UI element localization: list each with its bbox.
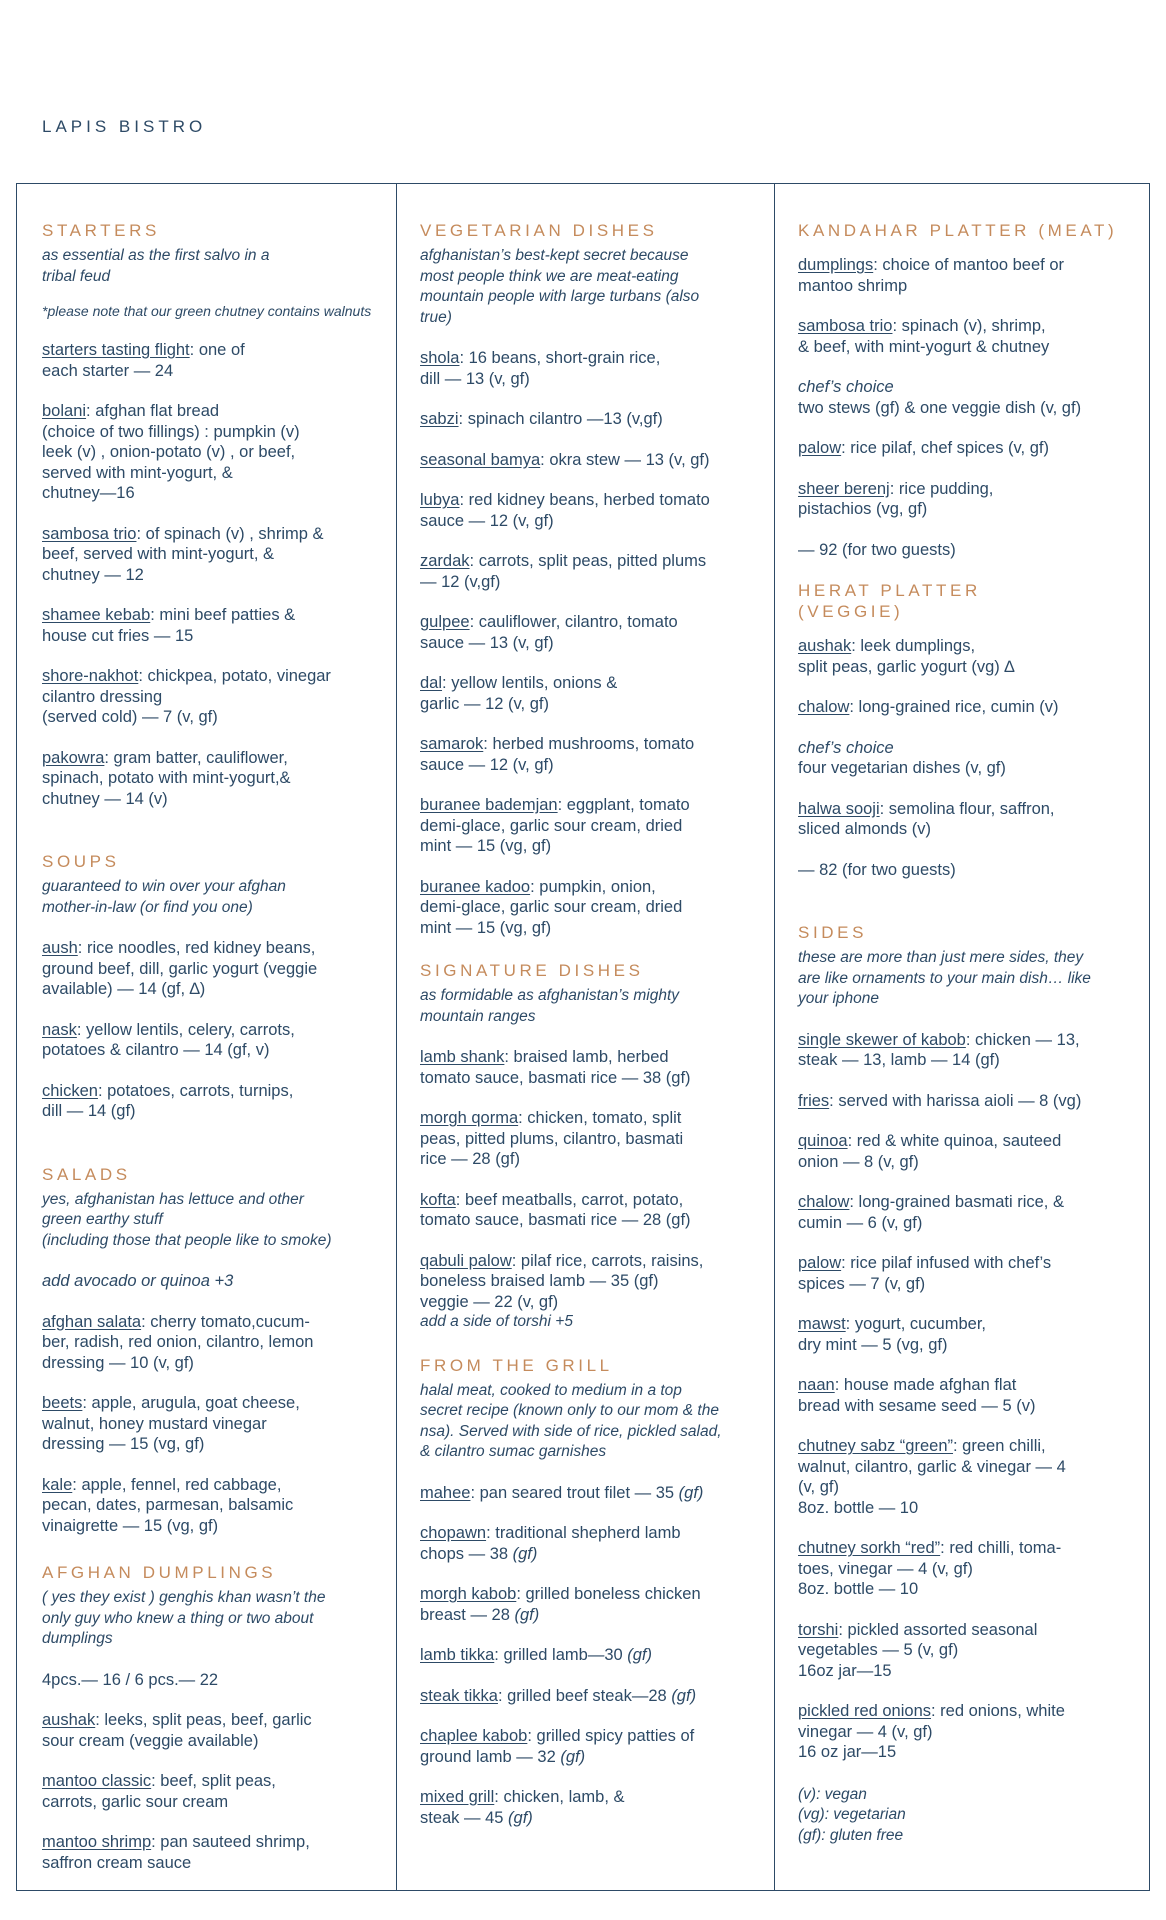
menu-item-description: : rice pudding, pistachios (vg, gf): [798, 479, 994, 518]
torshi-addon: add a side of torshi +5: [420, 1313, 573, 1330]
menu-item-name: naan: [798, 1376, 835, 1394]
menu-item-description: : yellow lentils, onions & garlic — 12 (v, gf): [420, 674, 618, 713]
vegetarian-list: [420, 348, 755, 938]
menu-item-description: : carrots, split peas, pitted plums — 12 (v,gf): [420, 552, 707, 591]
menu-item-name: shore-nakhot: [42, 667, 139, 685]
menu-item: [42, 605, 377, 646]
menu-item-description: : rice noodles, red kidney beans, ground beef, dill, garlic yogurt (veggie available) — 14 (gf, ∆): [42, 939, 318, 998]
menu-item-description: : red onions, white vinegar — 4 (v, gf) 16 oz jar—15: [798, 1702, 1065, 1761]
menu-item: [42, 1020, 377, 1061]
menu-item: [42, 1475, 377, 1537]
menu-item-description: : long-grained rice, cumin (v): [849, 698, 1059, 716]
menu-item: [42, 938, 377, 1000]
menu-item-description: : gram batter, cauliflower, spinach, potato with mint-yogurt,& chutney — 14 (v): [42, 748, 291, 808]
menu-item-description: : choice of mantoo beef or mantoo shrimp: [798, 256, 1064, 295]
column-divider: [396, 184, 397, 1890]
menu-item-name: kofta: [420, 1190, 456, 1209]
menu-item-name: sambosa trio: [798, 317, 893, 335]
menu-item: [42, 1312, 377, 1374]
menu-item-description: : eggplant, tomato demi-glace, garlic sour cream, dried mint — 15 (vg, gf): [420, 796, 690, 855]
section-title-sides: SIDES: [798, 923, 868, 942]
menu-item-name: steak tikka: [420, 1686, 498, 1705]
diet-tag: (gf): [508, 1808, 533, 1827]
diet-legend: (v): vegan (vg): vegetarian (gf): gluten free: [798, 1785, 906, 1844]
salads-list: [42, 1312, 377, 1537]
menu-item-description: : green chilli, walnut, cilantro, garlic & vinegar — 4 (v, gf) 8oz. bottle — 10: [798, 1437, 1066, 1517]
menu-item-name: dal: [420, 674, 443, 692]
diet-tag: (gf): [560, 1747, 586, 1766]
menu-item-description: : leek dumplings, split peas, garlic yogurt (vg) ∆: [798, 637, 1015, 676]
menu-item-description: : red chilli, toma- toes, vinegar — 4 (v, gf) 8oz. bottle — 10: [798, 1539, 1062, 1598]
kandahar-list-2: [798, 438, 1136, 520]
menu-item-name: starters tasting flight: [42, 341, 190, 359]
section-title-herat: HERAT PLATTER (VEGGIE): [798, 581, 981, 621]
dumpling-pricing: 4pcs.— 16 / 6 pcs.— 22: [42, 1670, 219, 1689]
menu-item-description: : pilaf rice, carrots, raisins, boneless braised lamb — 35 (gf) veggie — 22 (v, gf): [420, 1251, 704, 1311]
menu-item-description: : grilled lamb—30: [494, 1646, 628, 1664]
menu-item-name: mixed grill: [420, 1788, 495, 1806]
menu-item: [420, 1190, 755, 1231]
menu-item: [420, 734, 755, 775]
section-title-kandahar: KANDAHAR PLATTER (MEAT): [798, 221, 1118, 240]
menu-item: [420, 1047, 755, 1088]
menu-item: [420, 490, 755, 531]
menu-item-name: qabuli palow: [420, 1251, 512, 1270]
menu-item-description: : beef, split peas, carrots, garlic sour cream: [42, 1772, 276, 1811]
menu-item-description: : yellow lentils, celery, carrots, potatoes & cilantro — 14 (gf, v): [42, 1020, 295, 1059]
menu-item: [42, 1771, 377, 1812]
menu-item-description: : pickled assorted seasonal vegetables — 5 (v, gf) 16oz jar—15: [798, 1620, 1038, 1680]
menu-item: [420, 673, 755, 714]
section-tagline: as essential as the first salvo in a tribal feud: [42, 247, 270, 285]
menu-item-name: lubya: [420, 491, 460, 509]
menu-item: [798, 799, 1136, 840]
diet-tag: (gf): [627, 1646, 653, 1664]
chef-choice-label: chef’s choice: [798, 378, 894, 396]
menu-item-description: : pan sauteed shrimp, saffron cream sauce: [42, 1833, 310, 1872]
menu-item: [798, 1253, 1136, 1294]
menu-item-name: chicken: [42, 1081, 98, 1100]
menu-item: [42, 340, 377, 381]
menu-item-description: : pumpkin, onion, demi-glace, garlic sour cream, dried mint — 15 (vg, gf): [420, 877, 683, 937]
section-tagline: ( yes they exist ) genghis khan wasn’t the only guy who knew a thing or two about dumplings: [42, 1589, 326, 1647]
menu-item-name: shamee kebab: [42, 606, 151, 624]
menu-item-description: : cauliflower, cilantro, tomato sauce — 13 (v, gf): [420, 613, 678, 652]
menu-item: [420, 795, 755, 857]
menu-item-name: zardak: [420, 552, 470, 570]
menu-item: [798, 316, 1136, 357]
menu-item-name: beets: [42, 1394, 83, 1412]
salad-addon: add avocado or quinoa +3: [42, 1272, 234, 1290]
menu-item: [420, 348, 755, 389]
diet-tag: (gf): [514, 1605, 540, 1624]
menu-item-description: : served with harissa aioli — 8 (vg): [829, 1091, 1082, 1110]
menu-item-name: sabzi: [420, 410, 459, 428]
menu-item-name: chalow: [798, 1193, 850, 1211]
menu-item-name: halwa sooji: [798, 799, 880, 818]
menu-item-description: : leeks, split peas, beef, garlic sour cream (veggie available): [42, 1711, 312, 1750]
menu-item-name: aushak: [798, 637, 852, 655]
menu-item: [420, 612, 755, 653]
menu-item: [42, 1710, 377, 1751]
menu-item: [798, 1436, 1136, 1518]
menu-item-name: chutney sabz “green”: [798, 1437, 954, 1455]
menu-item-description: : red & white quinoa, sauteed onion — 8 (v, gf): [798, 1132, 1062, 1171]
menu-item-description: : apple, fennel, red cabbage, pecan, dates, parmesan, balsamic vinaigrette — 15 (vg, gf): [42, 1475, 294, 1535]
menu-item-name: buranee bademjan: [420, 796, 558, 814]
menu-item: [420, 1483, 755, 1504]
menu-item-name: afghan salata: [42, 1312, 142, 1331]
brand-name: LAPIS BISTRO: [42, 117, 207, 136]
menu-item-name: nask: [42, 1020, 77, 1039]
menu-item-name: sheer berenj: [798, 479, 890, 498]
menu-item-name: mahee: [420, 1483, 471, 1502]
menu-item-description: : spinach (v), shrimp, & beef, with mint-yogurt & chutney: [798, 317, 1050, 356]
section-title-dumplings: AFGHAN DUMPLINGS: [42, 1563, 277, 1582]
section-title-soups: SOUPS: [42, 852, 120, 871]
chef-choice-desc: four vegetarian dishes (v, gf): [798, 759, 1006, 777]
diet-tag: (gf): [512, 1544, 538, 1563]
menu-column-3: [798, 220, 1136, 1846]
menu-item: [798, 255, 1136, 296]
signature-list: [420, 1047, 755, 1312]
menu-item: [798, 1192, 1136, 1233]
section-tagline: yes, afghanistan has lettuce and other green earthy stuff (including those that people like to smoke): [42, 1190, 332, 1249]
kandahar-list: [798, 255, 1136, 357]
menu-item: [798, 1091, 1136, 1112]
menu-item: [798, 1375, 1136, 1416]
menu-item-name: mantoo classic: [42, 1772, 152, 1790]
menu-item-description: : grilled spicy patties of ground lamb — 32: [420, 1727, 695, 1766]
section-title-vegetarian: VEGETARIAN DISHES: [420, 221, 658, 240]
chef-choice-label: chef’s choice: [798, 738, 894, 757]
menu-item-description: : afghan flat bread (choice of two fillings) : pumpkin (v) leek (v) , onion-potato (v) , or beef, served with mint-yogurt, & chutney—16: [42, 402, 300, 502]
menu-item-description: : pan seared trout filet — 35: [470, 1483, 679, 1502]
menu-item-description: : grilled boneless chicken breast — 28: [420, 1585, 701, 1624]
menu-item-description: : 16 beans, short-grain rice, dill — 13 (v, gf): [420, 349, 661, 388]
menu-item-name: dumplings: [798, 256, 874, 274]
section-tagline: halal meat, cooked to medium in a top secret recipe (known only to our mom & the nsa). Served with side of rice, pickled salad, & cilantro sumac garnishes: [420, 1381, 722, 1460]
menu-item-description: : beef meatballs, carrot, potato, tomato sauce, basmati rice — 28 (gf): [420, 1190, 691, 1229]
soups-list: [42, 938, 377, 1122]
menu-item: [420, 1108, 755, 1170]
section-title-salads: SALADS: [42, 1164, 131, 1184]
starters-list: [42, 340, 377, 809]
menu-item-name: chalow: [798, 698, 850, 716]
menu-item: [420, 877, 755, 939]
menu-item-name: palow: [798, 439, 842, 457]
menu-item-name: shola: [420, 349, 460, 367]
menu-item-description: : rice pilaf, chef spices (v, gf): [841, 439, 1049, 457]
section-title-grill: FROM THE GRILL: [420, 1355, 613, 1375]
menu-item-description: : chicken, tomato, split peas, pitted plums, cilantro, basmati rice — 28 (gf): [420, 1109, 684, 1168]
menu-item: [42, 748, 377, 810]
section-tagline: afghanistan’s best-kept secret because most people think we are meat-eating mountain people with large turbans (also true): [420, 247, 700, 326]
menu-item-name: mantoo shrimp: [42, 1833, 152, 1851]
menu-item: [420, 1523, 755, 1564]
menu-item-description: : of spinach (v) , shrimp & beef, served with mint-yogurt, & chutney — 12: [42, 524, 324, 584]
menu-item: [420, 1726, 755, 1767]
menu-item: [42, 524, 377, 586]
section-title-starters: STARTERS: [42, 221, 160, 240]
menu-item: [420, 1787, 755, 1828]
menu-item-name: buranee kadoo: [420, 877, 531, 896]
menu-item-name: kale: [42, 1475, 73, 1494]
menu-column-2: [420, 220, 755, 1828]
grill-list: [420, 1483, 755, 1829]
menu-item: [420, 551, 755, 592]
menu-item: [420, 1645, 755, 1666]
menu-item: [42, 401, 377, 504]
menu-item-description: : apple, arugula, goat cheese, walnut, honey mustard vinegar dressing — 15 (vg, gf): [42, 1394, 300, 1453]
menu-item: [798, 1030, 1136, 1071]
menu-item-description: : chickpea, potato, vinegar cilantro dressing (served cold) — 7 (v, gf): [42, 667, 331, 726]
menu-item-name: quinoa: [798, 1132, 848, 1150]
menu-item-description: : yogurt, cucumber, dry mint — 5 (vg, gf): [798, 1315, 986, 1354]
menu-item: [798, 1701, 1136, 1763]
section-tagline: these are more than just mere sides, they are like ornaments to your main dish… like your iphone: [798, 949, 1091, 1007]
menu-item: [420, 1584, 755, 1625]
menu-item-description: : okra stew — 13 (v, gf): [540, 450, 710, 469]
menu-item-description: : braised lamb, herbed tomato sauce, basmati rice — 38 (gf): [420, 1048, 691, 1087]
dumplings-list: [42, 1710, 377, 1873]
menu-item-name: chaplee kabob: [420, 1727, 528, 1745]
menu-item-name: bolani: [42, 402, 87, 420]
menu-item-name: sambosa trio: [42, 524, 137, 543]
menu-item: [798, 636, 1136, 677]
menu-item: [798, 697, 1136, 718]
chef-choice-desc: two stews (gf) & one veggie dish (v, gf): [798, 398, 1082, 417]
menu-item: [798, 438, 1136, 459]
section-title-signature: SIGNATURE DISHES: [420, 961, 644, 980]
walnut-note: *please note that our green chutney contains walnuts: [42, 303, 372, 319]
menu-item-description: : red kidney beans, herbed tomato sauce — 12 (v, gf): [420, 491, 710, 530]
diet-tag: (gf): [678, 1483, 704, 1502]
menu-item-description: : traditional shepherd lamb chops — 38: [420, 1524, 681, 1563]
menu-item-name: torshi: [798, 1620, 839, 1639]
menu-item-description: : semolina flour, saffron, sliced almonds (v): [798, 799, 1055, 838]
menu-item-name: morgh kabob: [420, 1585, 517, 1603]
menu-item-name: lamb tikka: [420, 1646, 495, 1664]
menu-item-name: gulpee: [420, 613, 470, 631]
menu-item: [798, 1314, 1136, 1355]
menu-item: [420, 1251, 755, 1313]
menu-item-description: : spinach cilantro —13 (v,gf): [458, 410, 663, 428]
menu-item-description: : grilled beef steak—28: [497, 1686, 672, 1705]
menu-item-name: pickled red onions: [798, 1702, 931, 1720]
menu-item-description: : chicken, lamb, & steak — 45: [420, 1788, 625, 1827]
menu-item-description: : cherry tomato,cucum- ber, radish, red onion, cilantro, lemon dressing — 10 (v, gf): [42, 1312, 314, 1372]
menu-item-description: : herbed mushrooms, tomato sauce — 12 (v, gf): [420, 735, 695, 774]
menu-item-name: pakowra: [42, 748, 105, 767]
menu-item-name: morgh qorma: [420, 1109, 519, 1127]
menu-item-name: chutney sorkh “red”: [798, 1539, 941, 1557]
diet-tag: (gf): [671, 1686, 697, 1705]
menu-item: [420, 450, 755, 471]
section-tagline: as formidable as afghanistan’s mighty mountain ranges: [420, 987, 680, 1025]
menu-item: [798, 1538, 1136, 1600]
menu-item-description: : potatoes, carrots, turnips, dill — 14 (gf): [42, 1081, 294, 1120]
sides-list: [798, 1030, 1136, 1763]
menu-item-description: : chicken — 13, steak — 13, lamb — 14 (gf): [798, 1030, 1080, 1069]
section-tagline: guaranteed to win over your afghan mother-in-law (or find you one): [42, 878, 286, 916]
herat-price: — 82 (for two guests): [798, 860, 956, 879]
menu-item: [42, 1393, 377, 1455]
menu-item: [798, 1131, 1136, 1172]
column-divider: [774, 184, 775, 1890]
menu-item-name: single skewer of kabob: [798, 1030, 966, 1049]
menu-item-name: lamb shank: [420, 1048, 505, 1066]
menu-item: [420, 409, 755, 430]
menu-item-name: seasonal bamya: [420, 450, 541, 469]
menu-item-name: fries: [798, 1091, 830, 1110]
kandahar-price: — 92 (for two guests): [798, 540, 956, 559]
menu-item-description: : mini beef patties & house cut fries — 15: [42, 606, 296, 645]
menu-item: [798, 1620, 1136, 1682]
menu-item-name: samarok: [420, 735, 484, 753]
menu-item: [798, 479, 1136, 520]
menu-item-description: : rice pilaf infused with chef’s spices — 7 (v, gf): [798, 1254, 1052, 1293]
menu-item: [42, 1081, 377, 1122]
menu-item-description: : long-grained basmati rice, & cumin — 6 (v, gf): [798, 1193, 1064, 1232]
menu-item: [42, 1832, 377, 1873]
menu-item-description: : one of each starter — 24: [42, 341, 245, 380]
menu-frame: [16, 183, 1150, 1891]
menu-item-description: : house made afghan flat bread with sesame seed — 5 (v): [798, 1376, 1036, 1415]
menu-item-name: aushak: [42, 1711, 96, 1729]
menu-item-name: aush: [42, 939, 78, 957]
menu-column-1: [42, 220, 377, 1873]
herat-list: [798, 636, 1136, 718]
menu-item: [42, 666, 377, 728]
menu-item-name: chopawn: [420, 1524, 487, 1542]
menu-item-name: mawst: [798, 1315, 846, 1333]
menu-item: [420, 1686, 755, 1707]
herat-list-2: [798, 799, 1136, 840]
menu-item-name: palow: [798, 1254, 842, 1272]
